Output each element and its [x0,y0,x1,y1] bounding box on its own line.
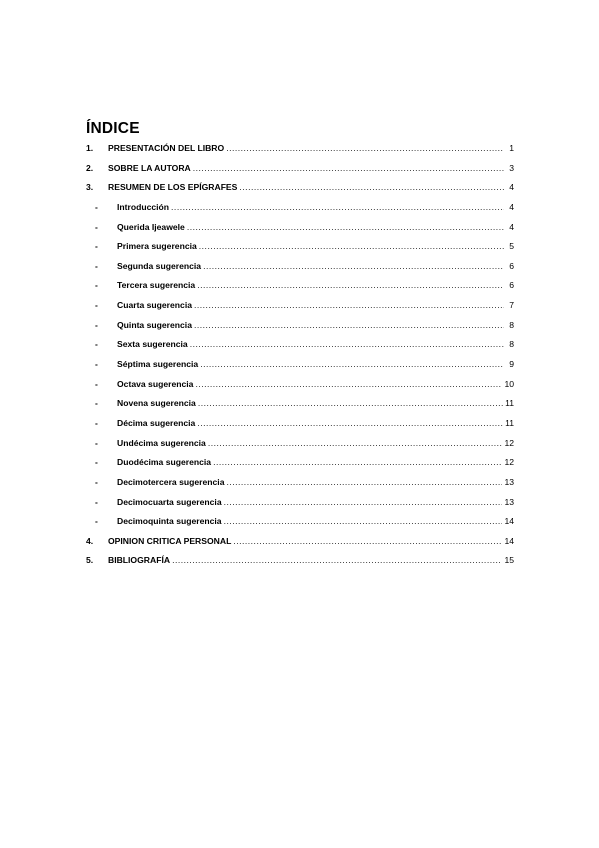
toc-entry-page-number: 5 [509,241,514,252]
table-of-contents [86,139,514,571]
toc-entry-label: Primera sugerencia [117,241,197,252]
toc-entry[interactable] [86,434,514,454]
toc-entry-marker: - [95,241,98,252]
toc-entry-label: Séptima sugerencia [117,359,199,370]
toc-entry[interactable] [86,414,514,434]
toc-dot-leader [233,532,502,552]
toc-entry[interactable] [86,257,514,277]
toc-entry[interactable] [86,394,514,414]
toc-entry-marker: - [95,398,98,409]
toc-dot-leader [194,316,504,336]
toc-entry-marker: - [95,359,98,370]
toc-entry-page-number: 3 [509,162,514,173]
toc-entry-page-number: 9 [509,359,514,370]
toc-entry-page-number: 14 [504,535,514,546]
toc-entry-label: Querida Ijeawele [117,221,185,232]
toc-entry[interactable] [86,551,514,571]
toc-dot-leader [213,453,502,473]
toc-entry-marker: - [95,260,98,271]
toc-dot-leader [203,257,504,277]
toc-entry-label: Cuarta sugerencia [117,300,192,311]
toc-entry-marker: 3. [86,182,94,193]
toc-entry-label: Introducción [117,201,170,212]
toc-entry[interactable] [86,139,514,159]
toc-entry-label: Decimoquinta sugerencia [117,516,222,527]
toc-entry-label: Octava sugerencia [117,378,194,389]
toc-entry[interactable] [86,532,514,552]
toc-dot-leader [198,394,503,414]
toc-entry-marker: 1. [86,143,94,153]
toc-entry[interactable] [86,493,514,513]
toc-dot-leader [197,276,504,296]
toc-entry-marker: - [95,437,98,448]
page-title: ÍNDICE [86,120,140,137]
toc-entry-marker: 5. [86,555,94,566]
toc-entry-page-number: 8 [509,319,514,330]
toc-entry[interactable] [86,296,514,316]
toc-entry-page-number: 1 [509,143,514,153]
toc-entry-label: PRESENTACIÓN DEL LIBRO [108,143,225,153]
toc-entry-page-number: 13 [504,476,514,487]
toc-entry-label: RESUMEN DE LOS EPÍGRAFES [108,182,238,193]
toc-entry-label: Novena sugerencia [117,398,196,409]
toc-entry-page-number: 6 [509,280,514,291]
toc-entry-label: OPINION CRITICA PERSONAL [108,535,232,546]
toc-entry-page-number: 10 [504,378,514,389]
toc-entry-marker: - [95,476,98,487]
toc-entry[interactable] [86,473,514,493]
toc-dot-leader [239,178,504,198]
toc-dot-leader [197,414,503,434]
toc-dot-leader [172,551,502,571]
toc-entry[interactable] [86,453,514,473]
toc-dot-leader [193,159,504,179]
toc-dot-leader [194,296,504,316]
toc-entry[interactable] [86,218,514,238]
toc-dot-leader [226,139,504,159]
toc-entry-label: Quinta sugerencia [117,319,192,330]
toc-entry-page-number: 4 [509,182,514,193]
toc-entry-page-number: 11 [505,398,514,409]
toc-entry-label: Segunda sugerencia [117,260,202,271]
toc-entry-marker: - [95,378,98,389]
toc-entry-marker: - [95,339,98,350]
toc-entry[interactable] [86,178,514,198]
toc-dot-leader [224,512,503,532]
toc-dot-leader [187,218,504,238]
toc-dot-leader [208,434,503,454]
toc-entry-page-number: 14 [504,516,514,527]
toc-entry-page-number: 4 [509,221,514,232]
toc-entry-page-number: 8 [509,339,514,350]
toc-dot-leader [195,375,502,395]
toc-entry-label: Décima sugerencia [117,417,196,428]
toc-entry-label: Decimocuarta sugerencia [117,496,222,507]
toc-entry-page-number: 12 [504,457,514,468]
toc-entry-label: SOBRE LA AUTORA [108,162,191,173]
toc-entry-page-number: 4 [509,201,514,212]
toc-entry-page-number: 7 [509,300,514,311]
toc-entry-marker: - [95,221,98,232]
toc-dot-leader [171,198,504,218]
toc-entry-label: Tercera sugerencia [117,280,196,291]
toc-entry[interactable] [86,237,514,257]
toc-entry[interactable] [86,375,514,395]
toc-entry[interactable] [86,276,514,296]
toc-dot-leader [199,237,504,257]
toc-entry-marker: - [95,300,98,311]
toc-entry-marker: - [95,319,98,330]
toc-dot-leader [190,335,504,355]
toc-dot-leader [224,493,503,513]
toc-entry-marker: - [95,457,98,468]
toc-entry[interactable] [86,198,514,218]
toc-entry-label: Duodécima sugerencia [117,457,212,468]
toc-entry-page-number: 6 [509,260,514,271]
toc-entry-marker: - [95,201,98,212]
toc-entry[interactable] [86,512,514,532]
toc-entry-marker: - [95,280,98,291]
toc-entry-label: Sexta sugerencia [117,339,188,350]
toc-entry-marker: - [95,496,98,507]
toc-entry-label: Decimotercera sugerencia [117,476,225,487]
toc-entry-label: BIBLIOGRAFÍA [108,555,171,566]
toc-entry[interactable] [86,355,514,375]
toc-entry[interactable] [86,335,514,355]
toc-entry-marker: - [95,417,98,428]
toc-entry-page-number: 12 [504,437,514,448]
toc-dot-leader [200,355,504,375]
toc-entry-page-number: 15 [504,555,514,566]
toc-entry[interactable] [86,159,514,179]
toc-dot-leader [226,473,502,493]
toc-entry-marker: - [95,516,98,527]
toc-entry[interactable] [86,316,514,336]
toc-entry-page-number: 13 [504,496,514,507]
toc-entry-page-number: 11 [505,417,514,428]
toc-entry-marker: 4. [86,535,94,546]
toc-entry-marker: 2. [86,162,94,173]
toc-entry-label: Undécima sugerencia [117,437,206,448]
